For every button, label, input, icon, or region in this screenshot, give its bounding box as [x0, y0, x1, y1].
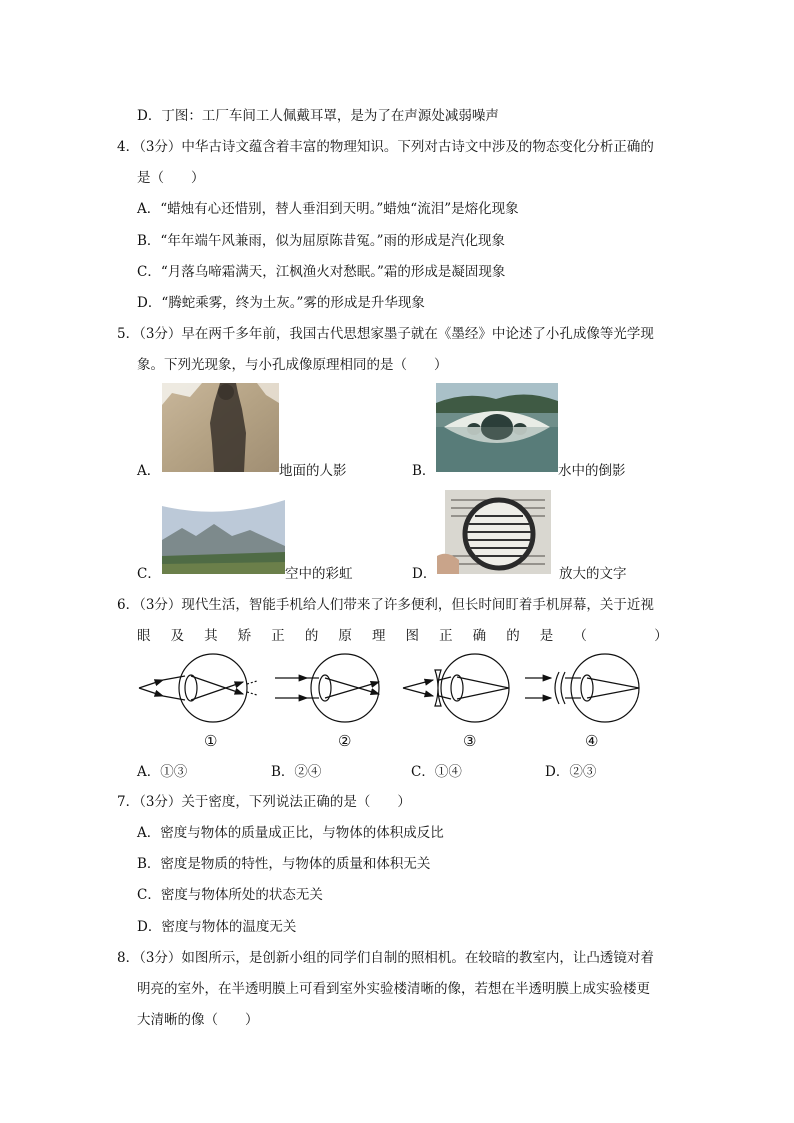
q6-stem-char: 的: [304, 628, 319, 644]
q7-stem: 7．（3分）关于密度，下列说法正确的是（ ）: [117, 794, 411, 810]
q6-stem-char: 及: [170, 628, 185, 644]
magnifier-photo: [437, 486, 559, 574]
bridge-reflection-photo: [436, 383, 558, 472]
q5-option-b-letter: B．: [412, 463, 436, 479]
q6-stem-char: 其: [204, 628, 218, 644]
q5-option-d-letter: D．: [412, 566, 437, 582]
q6-stem-char: 正: [271, 628, 285, 644]
q6-stem-char: （ ）: [573, 628, 668, 644]
q5-option-a-letter: A．: [137, 463, 161, 479]
q6-stem-char: 原: [338, 628, 352, 644]
q8-stem-line1: 8．（3分）如图所示，是创新小组的同学们自制的照相机。在较暗的教室内，让凸透镜对着: [117, 950, 654, 966]
q5-option-c-caption: 空中的彩虹: [285, 566, 353, 582]
eye-label-2: ②: [338, 732, 352, 750]
q4-stem-line1: 4．（3分）中华古诗文蕴含着丰富的物理知识。下列对古诗文中涉及的物态变化分析正确的: [117, 139, 654, 155]
q5-stem-line2: 象。下列光现象，与小孔成像原理相同的是（ ）: [137, 357, 448, 373]
q8-stem-line2: 明亮的室外，在半透明膜上可看到室外实验楼清晰的像，若想在半透明膜上成实验楼更: [137, 981, 650, 997]
q4-option-a: A．“蜡烛有心还惜别，替人垂泪到天明。”蜡烛“流泪”是熔化现象: [137, 201, 519, 217]
eye-figure-4: [525, 654, 639, 722]
q6-option-b: B．②④: [271, 764, 322, 780]
q6-stem-char: 理: [371, 628, 386, 644]
eye-figure-1: [139, 654, 257, 722]
q5-option-c-letter: C．: [137, 566, 161, 582]
q7-option-a: A．密度与物体的质量成正比，与物体的体积成反比: [137, 825, 444, 841]
eye-figure-2: [275, 654, 379, 722]
q6-stem-char: 眼: [137, 628, 151, 644]
eye-figure-3: [403, 654, 509, 722]
shadow-photo: [162, 383, 279, 472]
q5-option-a-caption: 地面的人影: [279, 463, 347, 479]
rainbow-photo: [162, 490, 285, 574]
q6-stem-line1: 6．（3分）现代生活，智能手机给人们带来了许多便利，但长时间盯着手机屏幕，关于近视: [117, 597, 654, 613]
q5-stem-line1: 5．（3分）早在两千多年前，我国古代思想家墨子就在《墨经》中论述了小孔成像等光学现: [117, 326, 654, 342]
eye-label-3: ③: [463, 732, 477, 750]
q4-option-d: D．“腾蛇乘雾，终为土灰。”雾的形成是升华现象: [137, 295, 425, 311]
q6-stem-char: 是: [539, 628, 554, 644]
q4-option-b: B．“年年端午风兼雨，似为屈原陈昔冤。”雨的形成是汽化现象: [137, 233, 505, 249]
q6-option-c: C．①④: [411, 764, 462, 780]
eye-label-1: ①: [204, 732, 218, 750]
q6-option-a: A．①③: [137, 764, 188, 780]
q4-option-c: C．“月落乌啼霜满天，江枫渔火对愁眠。”霜的形成是凝固现象: [137, 264, 506, 280]
q8-stem-line3: 大清晰的像（ ）: [137, 1012, 259, 1028]
q6-stem-char: 矫: [237, 628, 252, 644]
q4-stem-line2: 是（ ）: [137, 170, 205, 186]
eye-label-4: ④: [585, 732, 599, 750]
eye-diagrams: [135, 650, 645, 726]
q6-option-d: D．②③: [545, 764, 597, 780]
q7-option-c: C．密度与物体所处的状态无关: [137, 887, 323, 903]
q7-option-d: D．密度与物体的温度无关: [137, 919, 297, 935]
q7-option-b: B．密度是物质的特性，与物体的质量和体积无关: [137, 856, 431, 872]
q5-option-b-caption: 水中的倒影: [558, 463, 626, 479]
q6-stem-char: 图: [405, 628, 419, 644]
q6-stem-char: 正: [439, 628, 453, 644]
q5-option-d-caption: 放大的文字: [559, 566, 627, 582]
q3-option-d: D．丁图：工厂车间工人佩戴耳罩，是为了在声源处减弱噪声: [137, 108, 499, 124]
q6-stem-char: 的: [506, 628, 520, 644]
q6-stem-char: 确: [472, 628, 487, 644]
q6-stem-line2: [137, 624, 668, 644]
